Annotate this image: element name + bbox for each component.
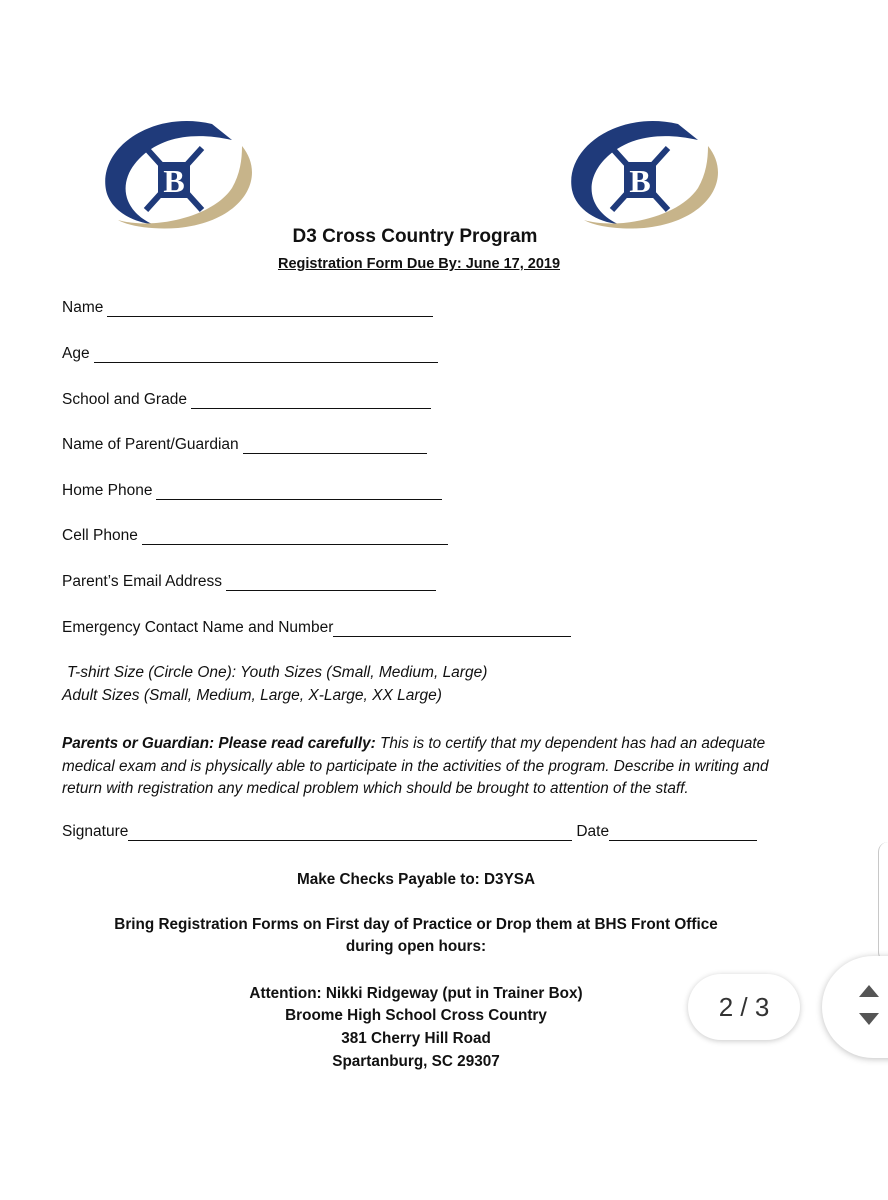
tshirt-adult-sizes: Adult Sizes (Small, Medium, Large, X-Large, XX Large) bbox=[62, 687, 442, 704]
field-label: Name of Parent/Guardian bbox=[62, 436, 239, 453]
medical-consent-paragraph bbox=[62, 733, 782, 801]
cell-phone-blank bbox=[142, 530, 448, 545]
school-grade-blank bbox=[191, 394, 431, 409]
signature-row bbox=[62, 823, 757, 841]
field-label: Age bbox=[62, 345, 90, 362]
address-organization: Broome High School Cross Country bbox=[285, 1007, 547, 1024]
parent-guardian-blank bbox=[243, 439, 427, 454]
consent-body: This is to certify that my dependent has had an adequate medical exam and is physically able to participate in the activities of the program. Describe in writing and return with registration any medical problem which should be brought to attention of the staff. bbox=[62, 735, 769, 797]
name-field bbox=[62, 299, 433, 317]
cell-phone-field bbox=[62, 527, 448, 545]
signature-label: Signature bbox=[62, 823, 129, 840]
field-label: Emergency Contact Name and Number bbox=[62, 619, 334, 636]
address-street: 381 Cherry Hill Road bbox=[341, 1030, 491, 1047]
bring-forms-line2: during open hours: bbox=[345, 938, 487, 955]
parent-email-field bbox=[62, 573, 436, 591]
date-blank bbox=[609, 826, 757, 841]
parent-guardian-field bbox=[62, 436, 427, 454]
field-label: Cell Phone bbox=[62, 527, 138, 544]
tshirt-youth-sizes: T-shirt Size (Circle One): Youth Sizes (Small, Medium, Large) bbox=[67, 664, 488, 681]
field-label: Parent’s Email Address bbox=[62, 573, 222, 590]
date-label: Date bbox=[576, 823, 610, 840]
address-city: Spartanburg, SC 29307 bbox=[332, 1053, 500, 1070]
field-label: School and Grade bbox=[62, 391, 187, 408]
consent-lead: Parents or Guardian: Please read carefully: bbox=[62, 735, 376, 752]
svg-text:B: B bbox=[629, 163, 651, 199]
home-phone-field bbox=[62, 482, 442, 500]
chevron-up-icon[interactable] bbox=[858, 984, 880, 998]
emergency-contact-field bbox=[62, 619, 571, 637]
emergency-contact-blank bbox=[333, 622, 571, 637]
page-indicator: 2 / 3 bbox=[688, 974, 800, 1040]
chevron-down-icon[interactable] bbox=[858, 1012, 880, 1026]
age-blank bbox=[94, 348, 438, 363]
payment-instructions: Make Checks Payable to: D3YSA bbox=[296, 871, 536, 888]
form-title: D3 Cross Country Program bbox=[292, 226, 538, 247]
parent-email-blank bbox=[226, 576, 436, 591]
name-blank bbox=[107, 302, 433, 317]
field-label: Name bbox=[62, 299, 104, 316]
school-grade-field bbox=[62, 391, 431, 409]
scrollbar-track[interactable] bbox=[878, 842, 888, 962]
school-logo-left bbox=[92, 118, 262, 236]
home-phone-blank bbox=[156, 485, 442, 500]
field-label: Home Phone bbox=[62, 482, 153, 499]
age-field bbox=[62, 345, 438, 363]
svg-text:B: B bbox=[163, 163, 185, 199]
form-due-date: Registration Form Due By: June 17, 2019 bbox=[277, 256, 561, 272]
address-attention: Attention: Nikki Ridgeway (put in Trainer Box) bbox=[249, 985, 583, 1002]
school-logo-right bbox=[558, 118, 728, 236]
signature-blank bbox=[128, 826, 572, 841]
bring-forms-line1: Bring Registration Forms on First day of Practice or Drop them at BHS Front Office bbox=[114, 916, 718, 933]
